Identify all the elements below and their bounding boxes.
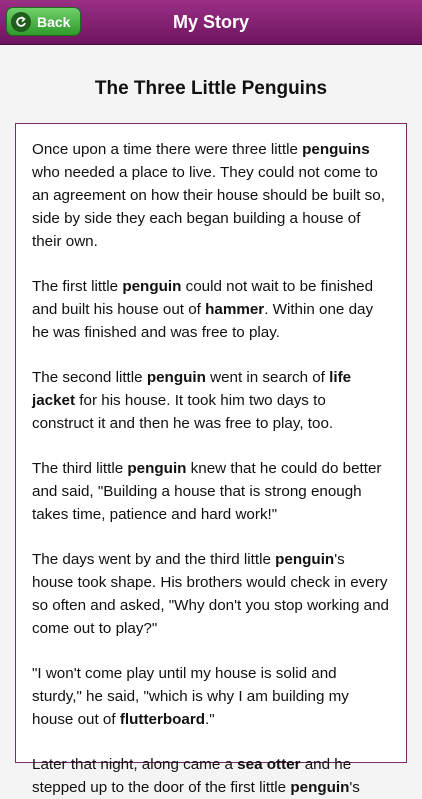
highlighted-word: penguin [146, 369, 206, 386]
highlighted-word: penguin [290, 779, 350, 796]
nav-bar [0, 0, 422, 45]
highlighted-word: life jacket [32, 369, 352, 409]
back-button[interactable] [6, 7, 81, 36]
nav-title: My Story [172, 11, 250, 32]
story-paragraph: The first little penguin could not wait to be finished and built his house out of hammer. Within one day he was finished and was free to play. [32, 278, 374, 341]
back-button-label: Back [37, 13, 71, 30]
back-arrow-icon [11, 12, 31, 32]
highlighted-word: penguin [127, 460, 187, 477]
story-paragraph: The third little penguin knew that he could do better and said, "Building a house that is strong enough takes time, patience and hard work!" [32, 460, 382, 523]
story-paragraph: The days went by and the third little penguin's house took shape. His brothers would check in every so often and asked, "Why don't you stop working and come out to play?" [32, 551, 389, 637]
story-title: The Three Little Penguins [94, 78, 328, 99]
story-text-box[interactable] [15, 123, 407, 796]
story-paragraphs [32, 138, 390, 799]
highlighted-word: sea otter [237, 756, 301, 773]
story-paragraph: Later that night, along came a sea otter and he stepped up to the door of the first little penguin's [32, 756, 360, 796]
highlighted-word: hammer [205, 301, 265, 318]
story-paragraph: Once upon a time there were three little penguins who needed a place to live. They could not come to an agreement on how their house should be built so, side by side they each began building a house of their own. [32, 141, 385, 250]
highlighted-word: penguin [275, 551, 335, 568]
story-paragraph: "I won't come play until my house is solid and sturdy," he said, "which is why I am building my house out of flutterboard." [32, 665, 349, 728]
highlighted-word: flutterboard [119, 711, 206, 728]
highlighted-word: penguin [122, 278, 182, 295]
story-paragraph: The second little penguin went in search of life jacket for his house. It took him two days to construct it and then he was free to play, too. [32, 369, 352, 432]
highlighted-word: penguins [302, 141, 370, 158]
